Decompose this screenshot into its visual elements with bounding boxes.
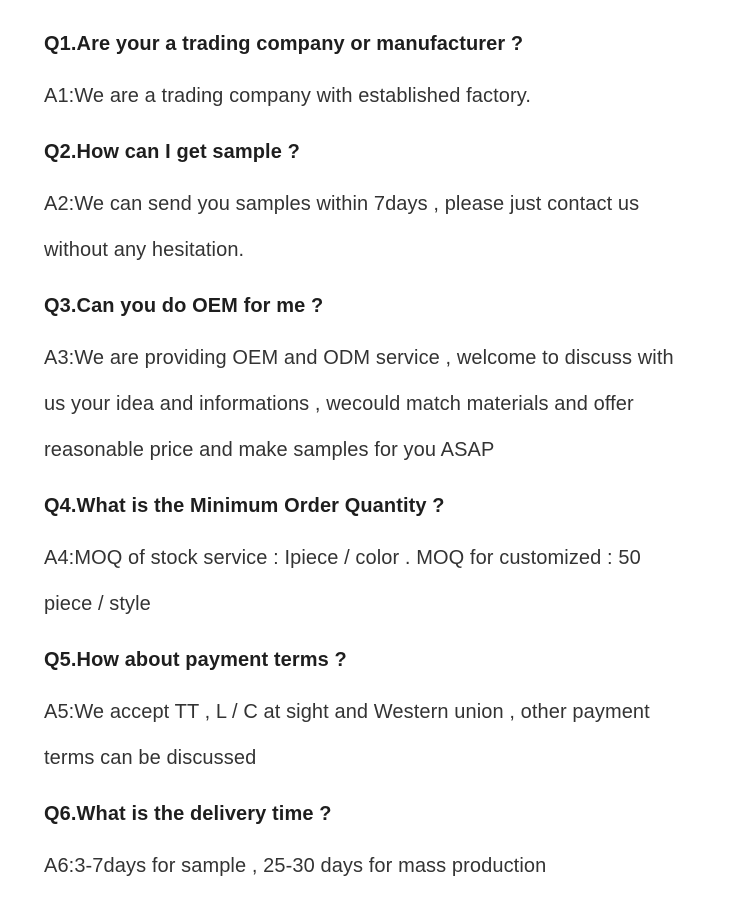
faq-answer-line: without any hesitation. [44, 239, 245, 261]
faq-item-5 [44, 646, 714, 781]
faq-question: Q4.What is the Minimum Order Quantity ? [44, 495, 445, 517]
faq-answer-line: terms can be discussed [44, 747, 257, 769]
faq-item-2 [44, 138, 714, 273]
faq-question: Q3.Can you do OEM for me ? [44, 295, 324, 317]
faq-question: Q2.How can I get sample ? [44, 141, 300, 163]
faq-item-1 [44, 30, 714, 119]
faq-answer [44, 73, 714, 119]
faq-answer-line: A1:We are a trading company with established factory. [44, 85, 532, 107]
faq-answer-line: A6:3-7days for sample , 25-30 days for mass production [44, 855, 547, 877]
faq-answer [44, 335, 714, 473]
faq-answer [44, 535, 714, 627]
faq-answer-line: us your idea and informations , wecould match materials and offer [44, 393, 634, 415]
faq-answer-line: A5:We accept TT , L / C at sight and Western union , other payment [44, 701, 650, 723]
faq-item-6 [44, 800, 714, 889]
faq-answer [44, 689, 714, 781]
faq-answer-line: A3:We are providing OEM and ODM service , welcome to discuss with [44, 347, 674, 369]
faq-item-3 [44, 292, 714, 473]
faq-answer [44, 843, 714, 889]
faq-answer-line: A4:MOQ of stock service : Ipiece / color . MOQ for customized : 50 [44, 547, 641, 569]
faq-item-4 [44, 492, 714, 627]
faq-question: Q5.How about payment terms ? [44, 649, 347, 671]
faq-answer-line: A2:We can send you samples within 7days , please just contact us [44, 193, 640, 215]
faq-question: Q6.What is the delivery time ? [44, 803, 332, 825]
faq-question: Q1.Are your a trading company or manufacturer ? [44, 33, 524, 55]
faq-answer-line: reasonable price and make samples for you ASAP [44, 439, 495, 461]
faq-answer-line: piece / style [44, 593, 151, 615]
faq-answer [44, 181, 714, 273]
